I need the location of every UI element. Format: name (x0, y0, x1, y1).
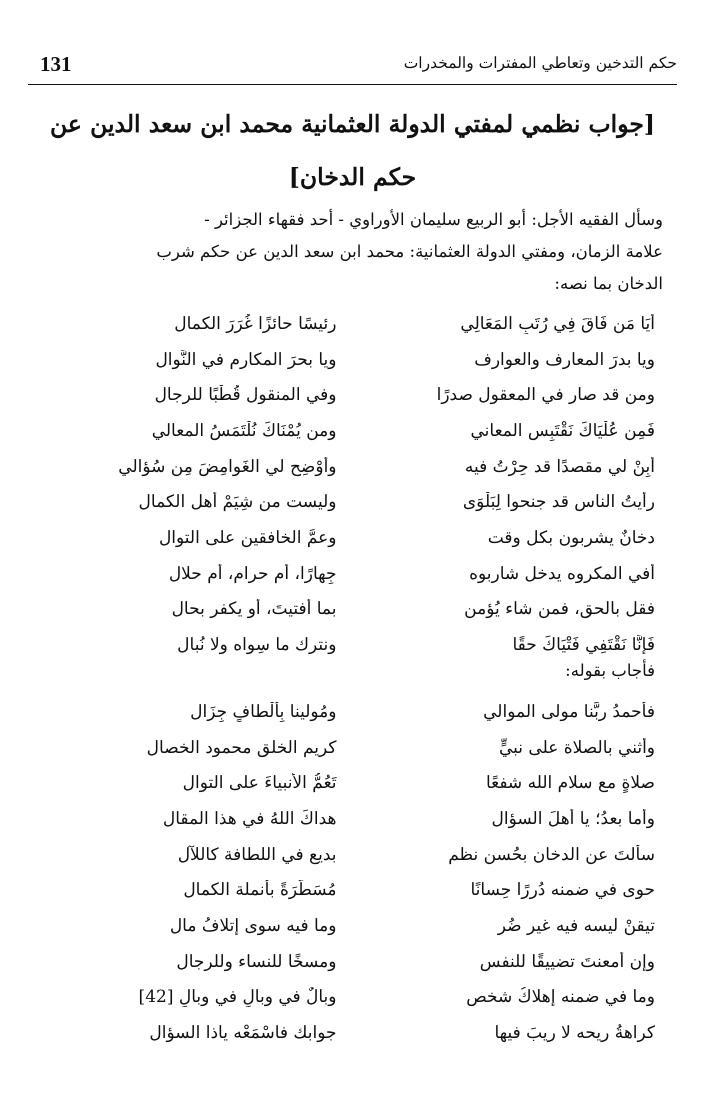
section-title-line: حكم الدخان] (288, 163, 417, 191)
verse-line (40, 449, 663, 485)
verse-line (40, 837, 663, 873)
verse-line (40, 413, 663, 449)
verse-first-hemistich: وأُثني بالصلاة على نبيٍّ (498, 737, 655, 758)
verse-second-hemistich: جوابك فاسْمَعْه ياذا السؤال (149, 1023, 337, 1044)
verse-second-hemistich: رئيسًا حائزًا غُرَرَ الكمال (174, 313, 337, 334)
verse-first-hemistich: دخانٌ يشربون بكل وقت (487, 527, 655, 548)
verse-line (40, 592, 663, 628)
verse-second-hemistich: ومُولينا بِأَلْطافٍ جِزَال (190, 701, 337, 722)
verse-first-hemistich: أَبِنْ لي مقصدًا قد حِرْتُ فيه (464, 456, 655, 477)
verse-line (40, 556, 663, 592)
verse-second-hemistich: بديعٍ في اللطافة كاللآل (177, 844, 337, 865)
verse-line (40, 980, 663, 1016)
verse-second-hemistich: ومن يُمْنَاكَ نُلْتَمَسُ المعالي (151, 420, 337, 441)
verse-line (40, 520, 663, 556)
verse-line (40, 944, 663, 980)
verse-line (40, 765, 663, 801)
verse-second-hemistich: وما فيه سوى إتلافُ مال (169, 915, 337, 936)
verse-second-hemistich: ويا بحرَ المكارم في النَّوال (155, 349, 337, 370)
intro-line: وسأل الفقيه الأجل: أبو الربيع سليمان الأوراوي - أحد فقهاء الجزائر - (204, 210, 663, 229)
verse-second-hemistich: هداكَ اللهُ في هذا المقال (162, 808, 337, 829)
verse-second-hemistich: وبالٌ في وبالٍ في وبالٍ [42] (138, 987, 337, 1008)
verse-line (40, 730, 663, 766)
verse-first-hemistich: فَإِنَّا نَقْتَفِي فَتْيَاكَ حقًا (512, 635, 655, 656)
verse-line (40, 342, 663, 378)
verse-first-hemistich: ويا بدرَ المعارف والعوارف (474, 349, 655, 370)
verse-first-hemistich: كراهةُ ريحه لا ريبَ فيها (494, 1023, 655, 1044)
verse-line (40, 1015, 663, 1051)
question-poem (40, 306, 663, 663)
verse-second-hemistich: كريم الخلق محمود الخصال (146, 737, 337, 758)
page-header (28, 50, 677, 85)
running-title: حكم التدخين وتعاطي المفترات والمخدرات (403, 54, 677, 72)
verse-line (40, 627, 663, 663)
verse-first-hemistich: وأما بعدُ؛ يا أهلَ السؤال (491, 808, 655, 829)
verse-second-hemistich: جِهارًا، أم حرام، أم حلال (168, 563, 337, 584)
verse-first-hemistich: رأيتُ الناس قد جنحوا لِبَلْوَى (462, 492, 655, 513)
verse-second-hemistich: بما أفتيتَ، أو يكفر بحال (171, 599, 337, 620)
intro-paragraph (40, 204, 663, 300)
verse-line (40, 694, 663, 730)
verse-line (40, 377, 663, 413)
verse-first-hemistich: حوى في ضمنه دُررًا حِسانًا (470, 880, 655, 901)
verse-first-hemistich: وما في ضمنه إهلاكُ شخص (466, 987, 655, 1008)
section-title (40, 98, 665, 204)
verse-second-hemistich: وأَوْضِح لي الغَوامِضَ مِن سُؤالي (118, 456, 337, 477)
verse-second-hemistich: وفي المنقول قُطْبًا للرجال (154, 385, 337, 406)
verse-second-hemistich: وعمَّ الخافقين على التوال (158, 527, 337, 548)
verse-line (40, 801, 663, 837)
verse-second-hemistich: مُسَطَّرَةً بأنملة الكمال (183, 880, 337, 901)
verse-second-hemistich: تَعُمُّ الأنبياءَ على التوال (182, 773, 337, 794)
intro-line: الدخان بما نصه: (554, 274, 663, 293)
verse-first-hemistich: فَمِن عُلْيَاكَ نَقْتَبِس المعاني (470, 420, 655, 441)
verse-line (40, 872, 663, 908)
verse-line (40, 484, 663, 520)
response-label: فأجاب بقوله: (565, 661, 655, 680)
verse-first-hemistich: صلاةٍ مع سلام الله شفعًا (485, 773, 655, 794)
verse-first-hemistich: وإن أمعنتَ تضييقًا للنفس (479, 951, 655, 972)
verse-second-hemistich: وليست من شِيَمْ أَهل الكمال (138, 492, 337, 513)
verse-first-hemistich: تيقنْ ليسه فيه غير ضُر (497, 915, 655, 936)
verse-first-hemistich: أَيَا مَن فَاقَ فِي رُتَبِ المَعَالِي (460, 313, 655, 334)
answer-poem (40, 694, 663, 1051)
verse-first-hemistich: أفي المكروه يدخل شاربوه (469, 563, 655, 584)
verse-line (40, 306, 663, 342)
verse-first-hemistich: ومن قد صار في المعقول صدرًا (436, 385, 655, 406)
page-number: 131 (40, 52, 72, 76)
verse-first-hemistich: سألتَ عن الدخان بحُسن نظم (448, 844, 655, 865)
verse-first-hemistich: فقل بالحق، فمن شاء يُؤمن (464, 599, 655, 620)
intro-line: علامة الزمان، ومفتي الدولة العثمانية: محمد ابن سعد الدين عن حكم شرب (156, 242, 663, 261)
verse-second-hemistich: ونترك ما سِواه ولا نُبال (177, 635, 337, 656)
verse-second-hemistich: ومسخًا للنساء وللرجال (176, 951, 337, 972)
verse-line (40, 908, 663, 944)
section-title-line: [جواب نظمي لمفتي الدولة العثمانية محمد ابن سعد الدين عن (50, 110, 655, 138)
verse-first-hemistich: فأحمدُ ربَّنا مولى الموالي (483, 701, 655, 722)
